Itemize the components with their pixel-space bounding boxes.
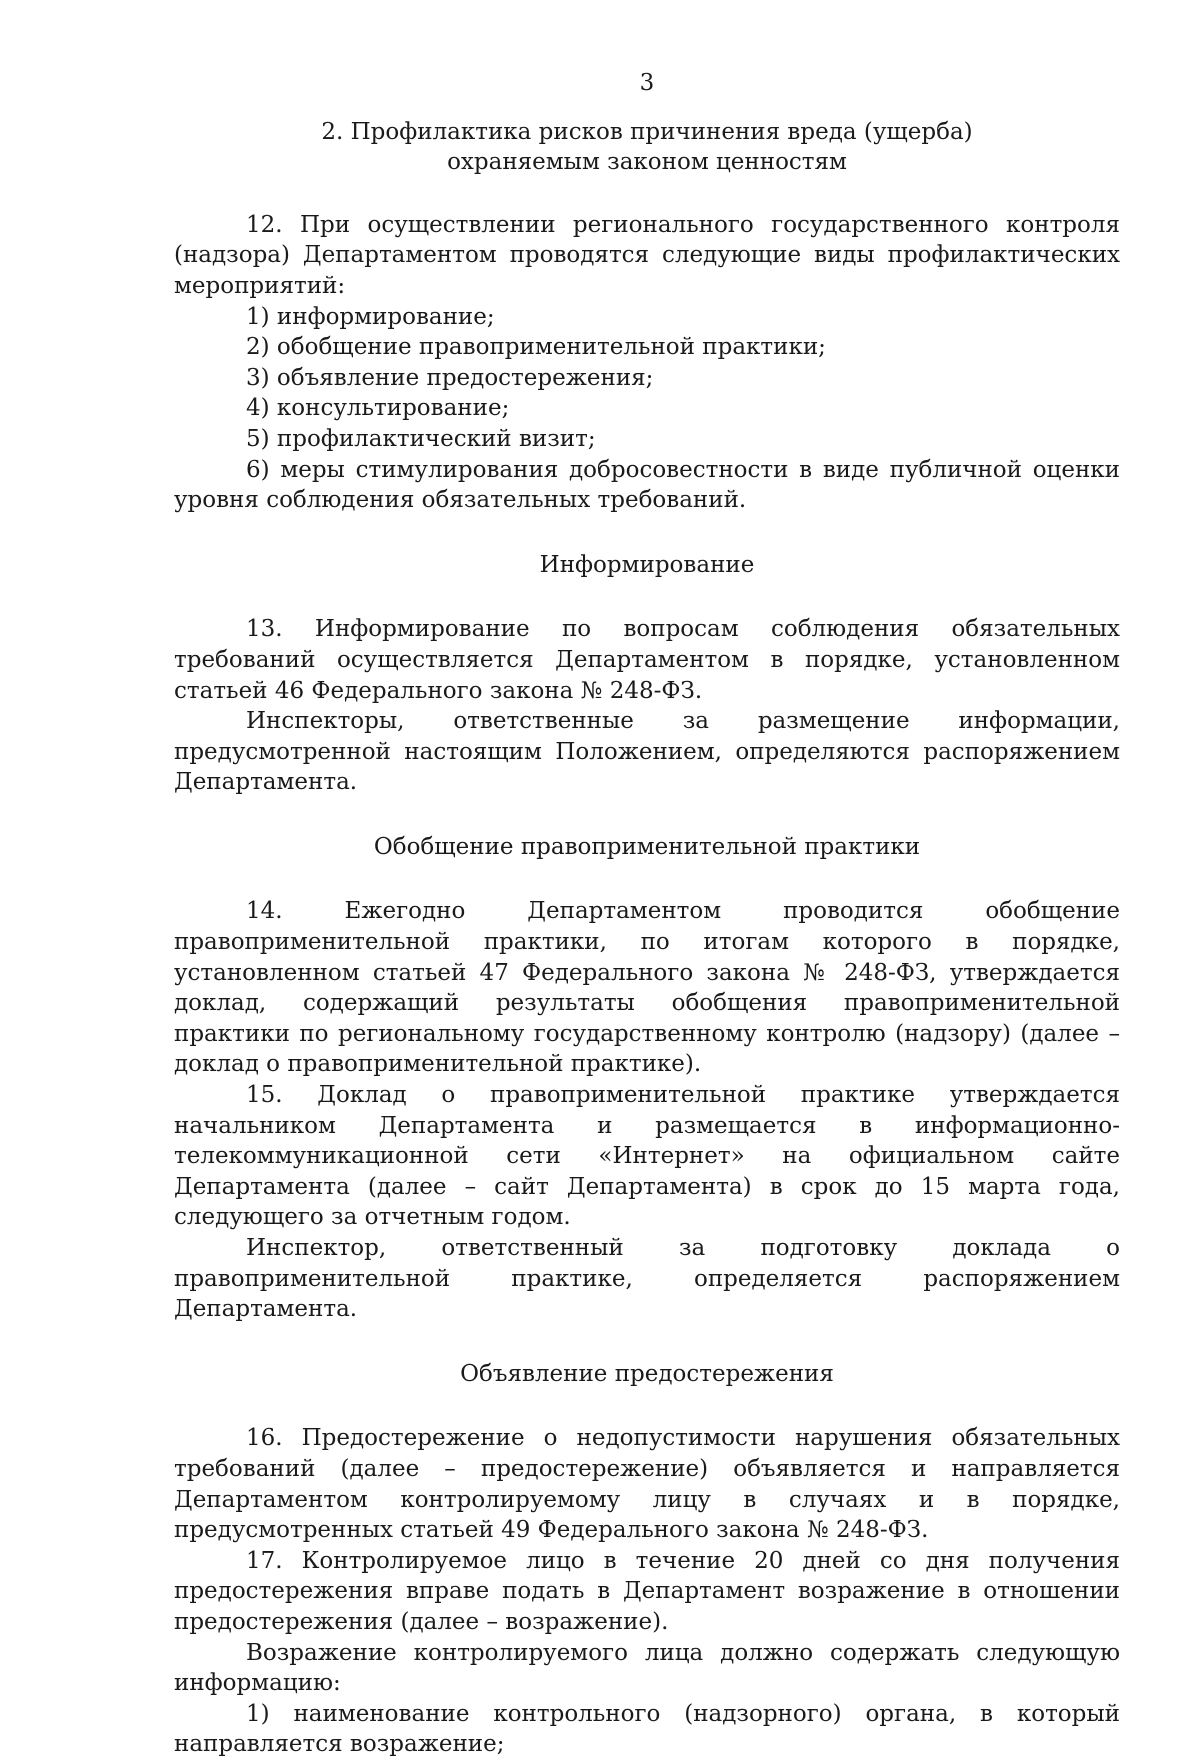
section-heading <box>174 117 1120 178</box>
subheading-generalization: Обобщение правоприменительной практики <box>373 833 921 860</box>
list-item: 6) меры стимулирования добросовестности в виде публичной оценки уровня соблюдения обязательных требований. <box>174 456 1120 514</box>
list-item: 2) обобщение правоприменительной практики; <box>246 334 826 361</box>
paragraph-16: 16. Предостережение о недопустимости нарушения обязательных требований (далее – предостережение) объявляется и направляется Департаментом контролируемому лицу в случаях и в порядке, предусмотренных статьей 49 Федерального закона № 248-ФЗ. <box>174 1425 1120 1544</box>
subheading-informing: Информирование <box>539 551 755 578</box>
section-heading-line-1: 2. Профилактика рисков причинения вреда (ущерба) <box>321 118 973 145</box>
subheading-warning: Объявление предостережения <box>460 1360 834 1387</box>
section-heading-line-2: охраняемым законом ценностям <box>447 149 847 176</box>
paragraph-14: 14. Ежегодно Департаментом проводится обобщение правоприменительной практики, по итогам которого в порядке, установленном статьей 47 Федерального закона № 248-ФЗ, утверждается доклад, содержащий результаты обобщения правоприменительной практики по региональному государственному контролю (надзору) (далее – доклад о правоприменительной практике). <box>174 898 1120 1078</box>
list-item: 1) наименование контрольного (надзорного) органа, в который направляется возражение; <box>174 1700 1120 1758</box>
paragraph-15-inspector: Инспектор, ответственный за подготовку доклада о правоприменительной практике, определяется распоряжением Департамента. <box>174 1235 1120 1323</box>
page-number: 3 <box>639 70 655 96</box>
list-item: 4) консультирование; <box>246 395 510 422</box>
paragraph-17: 17. Контролируемое лицо в течение 20 дней со дня получения предостережения вправе подать в Департамент возражение в отношении предостережения (далее – возражение). <box>174 1547 1120 1635</box>
paragraph-13-inspectors: Инспекторы, ответственные за размещение информации, предусмотренной настоящим Положением, определяются распоряжением Департамента. <box>174 708 1120 796</box>
paragraph-12: 12. При осуществлении регионального государственного контроля (надзора) Департаментом проводятся следующие виды профилактических мероприятий: <box>174 211 1120 299</box>
list-item: 3) объявление предостережения; <box>246 364 654 391</box>
paragraph-13: 13. Информирование по вопросам соблюдения обязательных требований осуществляется Департаментом в порядке, установленном статьей 46 Федерального закона № 248-ФЗ. <box>174 616 1120 704</box>
paragraph-15: 15. Доклад о правоприменительной практике утверждается начальником Департамента и размещается в информационно-телекоммуникационной сети «Интернет» на официальном сайте Департамента (далее – сайт Департамента) в срок до 15 марта года, следующего за отчетным годом. <box>174 1082 1120 1231</box>
list-item: 5) профилактический визит; <box>246 425 596 452</box>
paragraph-17-objection: Возражение контролируемого лица должно содержать следующую информацию: <box>174 1639 1120 1697</box>
list-item: 1) информирование; <box>246 303 495 330</box>
